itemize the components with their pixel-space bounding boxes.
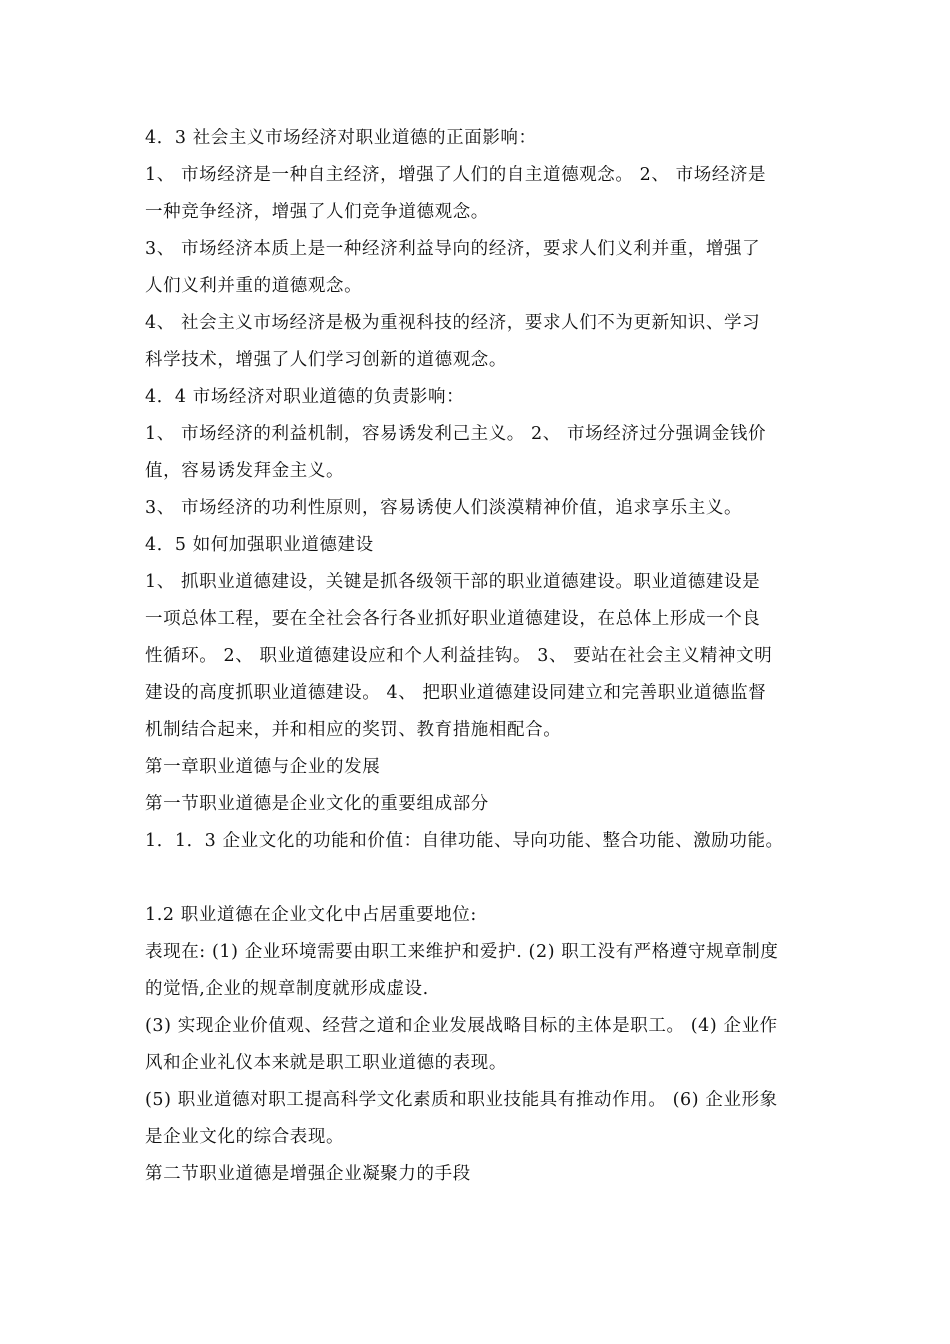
section-heading: 第二节职业道德是增强企业凝聚力的手段 — [145, 1164, 471, 1184]
paragraph-line: (5) 职业道德对职工提高科学文化素质和职业技能具有推动作用。 (6) 企业形象 — [145, 1090, 778, 1110]
paragraph-line: 4、 社会主义市场经济是极为重视科技的经济，要求人们不为更新知识、学习 — [145, 313, 761, 333]
section-heading-4-4: 4．4 市场经济对职业道德的负责影响： — [145, 387, 465, 407]
paragraph-line: 建设的高度抓职业道德建设。 4、 把职业道德建设同建立和完善职业道德监督 — [145, 683, 767, 703]
paragraph-line: 表现在: (1) 企业环境需要由职工来维护和爱护. (2) 职工没有严格遵守规章制度 — [145, 942, 779, 962]
paragraph-line: 1、 市场经济是一种自主经济，增强了人们的自主道德观念。 2、 市场经济是 — [145, 165, 767, 185]
paragraph-line: 科学技术，增强了人们学习创新的道德观念。 — [145, 350, 507, 370]
paragraph-line: 1．1．3 企业文化的功能和价值：自律功能、导向功能、整合功能、激励功能。 — [145, 831, 784, 851]
section-heading-4-5: 4．5 如何加强职业道德建设 — [145, 535, 374, 555]
paragraph-line: 3、 市场经济本质上是一种经济利益导向的经济，要求人们义利并重，增强了 — [145, 239, 761, 259]
paragraph-line: 3、 市场经济的功利性原则，容易诱使人们淡漠精神价值，追求享乐主义。 — [145, 498, 743, 518]
paragraph-line: 1、 市场经济的利益机制，容易诱发利己主义。 2、 市场经济过分强调金钱价 — [145, 424, 767, 444]
paragraph-line: 一项总体工程，要在全社会各行各业抓好职业道德建设，在总体上形成一个良 — [145, 609, 761, 629]
document-body — [145, 120, 825, 1193]
section-heading: 第一节职业道德是企业文化的重要组成部分 — [145, 794, 489, 814]
section-heading-4-3: 4．3 社会主义市场经济对职业道德的正面影响： — [145, 128, 537, 148]
paragraph-line: 值，容易诱发拜金主义。 — [145, 461, 345, 481]
paragraph-line: 1、 抓职业道德建设，关键是抓各级领干部的职业道德建设。职业道德建设是 — [145, 572, 761, 592]
paragraph-line: 性循环。 2、 职业道德建设应和个人利益挂钩。 3、 要站在社会主义精神文明 — [145, 646, 773, 666]
paragraph-line: 风和企业礼仪本来就是职工职业道德的表现。 — [145, 1053, 507, 1073]
paragraph-line: 一种竞争经济，增强了人们竞争道德观念。 — [145, 202, 489, 222]
paragraph-line: 的觉悟,企业的规章制度就形成虚设. — [145, 979, 429, 999]
blank-line — [145, 860, 825, 897]
chapter-heading: 第一章职业道德与企业的发展 — [145, 757, 381, 777]
paragraph-line: 是企业文化的综合表现。 — [145, 1127, 345, 1147]
paragraph-line: (3) 实现企业价值观、经营之道和企业发展战略目标的主体是职工。 (4) 企业作 — [145, 1016, 778, 1036]
section-heading-1-2: 1.2 职业道德在企业文化中占居重要地位: — [145, 905, 477, 925]
paragraph-line: 机制结合起来，并和相应的奖罚、教育措施相配合。 — [145, 720, 562, 740]
paragraph-line: 人们义利并重的道德观念。 — [145, 276, 363, 296]
